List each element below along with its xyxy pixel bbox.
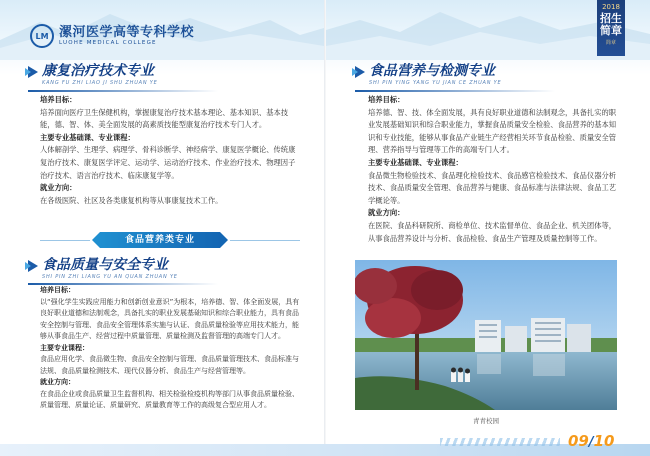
career-text: 在各级医院、社区及各类康复机构等从事康复技术工作。 (40, 195, 223, 205)
section-heading-food-quality (28, 256, 178, 280)
career-label: 就业方向： (40, 183, 77, 193)
ribbon-line-left (40, 240, 90, 241)
banner-title: 招生简章 (600, 12, 622, 37)
courses-label: 主要专业课程： (40, 343, 89, 352)
section-underline (28, 90, 218, 92)
section-title: 康复治疗技术专业 (42, 63, 154, 79)
goal-text: 以“强化学生实践应用能力和创新创业意识”为根本，培养德、智、体全面发展，具有良好职业道德和法制观念，具备扎实的职业发展基础知识和综合职业能力，具有食品安全控制与管理、食品安全管理体系实施与认证、食品质量检验等应用技术能力，能够从事食品生产、经营过程中质量管理、质量检测及监督管理的高端专门人才。 (40, 297, 300, 340)
courses-text: 人体解剖学、生理学、病理学、骨科诊断学、神经病学、康复医学概论、传统康复治疗技术、康复医学评定、运动学、运动治疗技术、作业治疗技术、物理因子治疗技术、语言治疗技术、临床康复学等。 (40, 145, 296, 180)
career-label: 就业方向： (40, 378, 75, 386)
campus-photo (355, 260, 617, 410)
career-text: 在医院、食品科研院所、商检单位、技术监督单位、食品企业、机关团体等，从事食品营养设计与分析、食品检验、食品生产管理及质量控制等工作。 (368, 220, 617, 243)
ribbon-line-right (230, 240, 300, 241)
nutrition-content (368, 94, 622, 245)
career-text: 在食品企业或食品质量卫生监督机构、相关检验检疫机构等部门从事食品质量检验、质量管理、质量论证、质量研究、质量教育等工作的高级复合型应用人才。 (40, 389, 299, 409)
food-quality-content (40, 285, 302, 412)
courses-label: 主要专业基础课、专业课程： (368, 157, 463, 167)
section-pinyin: KANG FU ZHI LIAO JI SHU ZHUAN YE (42, 80, 158, 86)
section-pinyin: SHI PIN ZHI LIANG YU AN QUAN ZHUAN YE (42, 274, 178, 280)
page-numbers (568, 432, 615, 450)
section-underline (355, 90, 555, 92)
banner-sub: 简章 (605, 40, 616, 46)
page-number-left: 09 (568, 432, 589, 450)
courses-text: 食品微生物检验技术、食品理化检验技术、食品感官检验技术、食品仪器分析技术、食品质量安全管理、食品营养与健康、食品标准与法律法规、食品工艺学概论等。 (368, 170, 617, 205)
section-heading-nutrition (355, 62, 502, 86)
section-heading-rehab (28, 62, 158, 86)
rehab-content (40, 94, 302, 207)
goal-label: 培养目标： (40, 95, 77, 104)
arrow-icon (355, 66, 365, 78)
school-logo (30, 24, 194, 48)
courses-text: 食品应用化学、食品微生物、食品安全控制与管理、食品质量管理技术、食品标准与法规、食品质量检测技术、现代仪器分析、食品生产与经营管理等。 (40, 355, 299, 375)
goal-label: 培养目标： (40, 286, 75, 294)
footer-stripes (440, 438, 560, 446)
page-separator: / (588, 435, 594, 450)
section-pinyin: SHI PIN YING YANG YU JIAN CE ZHUAN YE (369, 80, 502, 86)
banner-year: 2018 (602, 3, 620, 11)
goal-label: 培养目标： (368, 95, 405, 104)
career-label: 就业方向： (368, 208, 405, 218)
goal-text: 培养面向医疗卫生保健机构，掌握康复治疗技术基本理论、基本知识、基本技能，德、智、体、美全面发展的高素质技能型康复治疗技术专门人才。 (40, 107, 289, 130)
spread-divider (324, 0, 326, 456)
school-name-cn: 漯河医学高等专科学校 (59, 25, 195, 40)
admissions-banner (597, 0, 625, 56)
arrow-icon (28, 260, 38, 272)
page-number-right: 10 (593, 432, 615, 450)
school-seal-icon: LM (30, 24, 54, 48)
section-title: 食品营养与检测专业 (369, 63, 495, 79)
category-ribbon: 食品营养类专业 (100, 232, 220, 248)
courses-label: 主要专业基础课、专业课程： (40, 132, 135, 142)
goal-text: 培养德、智、技、体全面发展，具有良好职业道德和法制观念，具备扎实的职业发展基础知识和综合职业能力，掌握食品质量安全检验、食品营养的基本知识和专业技能，能够从事食品产业链生产经营相关环节食品检验、质量安全管理、营养指导与管理等工作的高端专门人才。 (368, 107, 617, 155)
arrow-icon (28, 66, 38, 78)
school-name-en: LUOHE MEDICAL COLLEGE (59, 40, 157, 46)
section-title: 食品质量与安全专业 (42, 257, 168, 273)
photo-caption: 青青校园 (473, 417, 499, 425)
